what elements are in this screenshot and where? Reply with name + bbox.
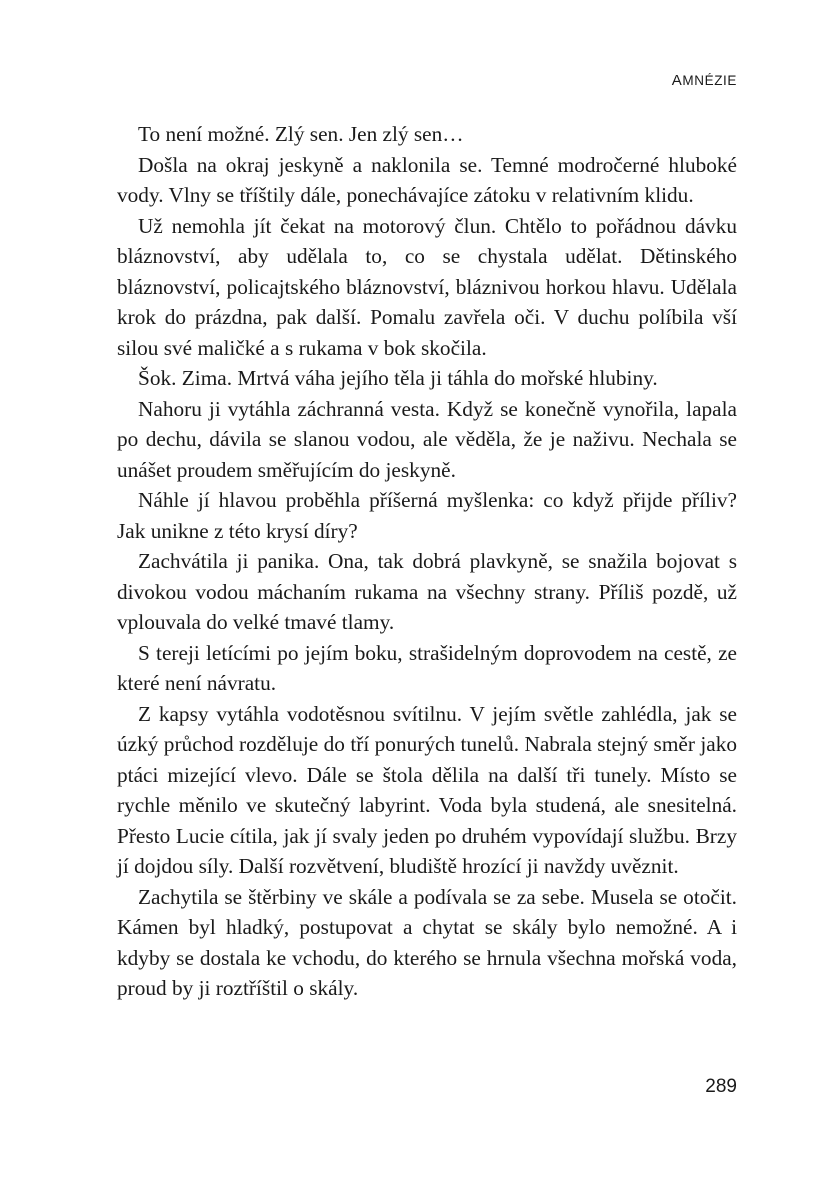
paragraph: Z kapsy vytáhla vodotěsnou svítilnu. V jejím světle zahlédla, jak se úzký průchod rozděluje do tří ponurých tunelů. Nabrala stejný směr jako ptáci mizející vlevo. Dále se štola dělila na další tři tunely. Místo se rychle měnilo ve skutečný labyrint. Voda byla studená, ale snesitelná. Přesto Lucie cítila, jak jí svaly jeden po druhém vypovídají službu. Brzy jí dojdou síly. Další rozvětvení, bludiště hrozící ji navždy uvěznit. xyxy=(117,701,737,878)
paragraph: Zachvátila ji panika. Ona, tak dobrá plavkyně, se snažila bojovat s divokou vodou máchaním rukama na všechny strany. Příliš pozdě, už vplouvala do velké tmavé tlamy. xyxy=(117,549,737,634)
running-head-rest: MNÉZIE xyxy=(682,73,737,88)
paragraph: Nahoru ji vytáhla záchranná vesta. Když se konečně vynořila, lapala po dechu, dávila se slanou vodou, ale věděla, že je naživu. Nechala se unášet proudem směřujícím do jeskyně. xyxy=(117,396,737,482)
running-head-initial: A xyxy=(671,72,683,89)
paragraph: Už nemohla jít čekat na motorový člun. Chtělo to pořádnou dávku bláznovství, aby udělala to, co se chystala udělat. Dětinského bláznovství, policajtského bláznovství, bláznivou horkou hlavu. Udělala krok do prázdna, pak další. Pomalu zavřela oči. V duchu políbila vší silou své maličké a s rukama v bok skočila. xyxy=(117,213,737,360)
running-head xyxy=(672,72,737,89)
paragraph: Šok. Zima. Mrtvá váha jejího těla ji táhla do mořské hlubiny. xyxy=(138,366,658,390)
paragraph: Zachytila se štěrbiny ve skále a podívala se za sebe. Musela se otočit. Kámen byl hladký, postupovat a chytat se skály bylo nemožné. A i kdyby se dostala ke vchodu, do kterého se hrnula všechna mořská voda, proud by ji roztříštil o skály. xyxy=(117,884,737,1000)
page-number: 289 xyxy=(705,1076,737,1097)
paragraph: S tereji letícími po jejím boku, strašidelným doprovodem na cestě, ze které není návratu. xyxy=(117,640,737,695)
paragraph: To není možné. Zlý sen. Jen zlý sen… xyxy=(138,122,464,146)
body-text xyxy=(117,119,737,1004)
paragraph: Došla na okraj jeskyně a naklonila se. Temné modročerné hluboké vody. Vlny se tříštily dále, ponechávajíce zátoku v relativním klidu. xyxy=(117,152,737,207)
paragraph: Náhle jí hlavou proběhla příšerná myšlenka: co když přijde příliv? Jak unikne z této krysí díry? xyxy=(117,488,737,543)
